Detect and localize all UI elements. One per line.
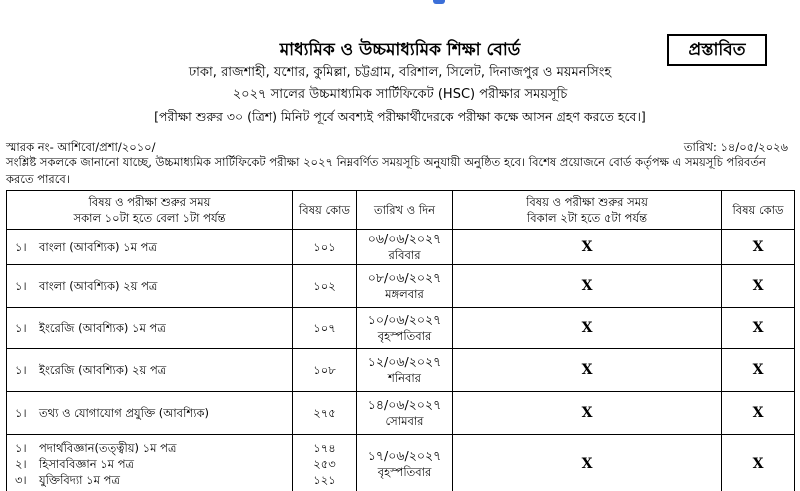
afternoon-subject-cell: X bbox=[453, 392, 722, 435]
subject-line bbox=[7, 472, 292, 488]
header-subject-morning-line2: সকাল ১০টা হতে বেলা ১টা পর্যন্ত bbox=[73, 211, 226, 225]
subject-code: ১০১ bbox=[313, 240, 336, 254]
scroll-indicator bbox=[433, 0, 445, 4]
code-cell bbox=[293, 435, 357, 491]
subject-number: ১। bbox=[15, 441, 27, 455]
subject-name: বাংলা (আবশ্যিক) ২য় পত্র bbox=[39, 279, 158, 293]
code-cell bbox=[293, 392, 357, 435]
subject-name: তথ্য ও যোগাযোগ প্রযুক্তি (আবশ্যিক) bbox=[39, 406, 210, 420]
header-subject-afternoon-line1: বিষয় ও পরীক্ষা শুরুর সময় bbox=[526, 195, 648, 209]
memo-reference: স্মারক নং- আশিবো/প্রশা/২০১০/ bbox=[6, 140, 156, 154]
subject-cell bbox=[7, 349, 293, 392]
header-code-afternoon: বিষয় কোড bbox=[722, 191, 795, 230]
code-cell bbox=[293, 308, 357, 349]
exam-date: ১৭/০৬/২০২৭ bbox=[367, 448, 442, 463]
memo-line bbox=[6, 139, 788, 155]
exam-day: মঙ্গলবার bbox=[385, 287, 424, 301]
table-row bbox=[7, 308, 795, 349]
afternoon-subject-cell: X bbox=[453, 435, 722, 491]
subject-name: ইংরেজি (আবশ্যিক) ২য় পত্র bbox=[39, 363, 167, 377]
header-subject-afternoon-line2: বিকাল ২টা হতে ৫টা পর্যন্ত bbox=[526, 211, 648, 225]
code-cell bbox=[293, 230, 357, 265]
subject-code: ১৭৪ bbox=[313, 441, 336, 455]
subject-line bbox=[7, 362, 292, 378]
header-date-day: তারিখ ও দিন bbox=[357, 191, 453, 230]
subject-number: ৩। bbox=[15, 473, 27, 487]
subject-line bbox=[7, 278, 292, 294]
header-subject-afternoon bbox=[453, 191, 722, 230]
subject-line bbox=[7, 456, 292, 472]
table-row bbox=[7, 230, 795, 265]
afternoon-code-cell: X bbox=[722, 435, 795, 491]
subject-code: ১০৭ bbox=[313, 321, 336, 335]
afternoon-subject-cell: X bbox=[453, 230, 722, 265]
subject-number: ১। bbox=[15, 321, 27, 335]
exam-date: ১০/০৬/২০২৭ bbox=[367, 312, 442, 327]
exam-day: রবিবার bbox=[388, 248, 421, 262]
code-cell bbox=[293, 265, 357, 308]
exam-day: সোমবার bbox=[385, 414, 424, 428]
subject-code: ২৭৫ bbox=[313, 406, 336, 420]
afternoon-code-cell: X bbox=[722, 392, 795, 435]
subject-code: ১২১ bbox=[313, 473, 336, 487]
table-header-row bbox=[7, 191, 795, 230]
subject-code: ১০২ bbox=[313, 279, 336, 293]
exam-day: শনিবার bbox=[387, 371, 422, 385]
afternoon-code-cell: X bbox=[722, 230, 795, 265]
subject-number: ১। bbox=[15, 240, 27, 254]
table-row bbox=[7, 392, 795, 435]
subject-name: যুক্তিবিদ্যা ১ম পত্র bbox=[39, 473, 120, 487]
subject-cell bbox=[7, 392, 293, 435]
proposed-stamp: প্রস্তাবিত bbox=[667, 34, 767, 66]
table-row bbox=[7, 265, 795, 308]
table-row bbox=[7, 435, 795, 491]
exam-day: বৃহস্পতিবার bbox=[377, 465, 432, 479]
code-cell bbox=[293, 349, 357, 392]
date-cell bbox=[357, 349, 453, 392]
subject-line bbox=[7, 405, 292, 421]
subject-code: ২৫৩ bbox=[313, 457, 336, 471]
afternoon-subject-cell: X bbox=[453, 349, 722, 392]
afternoon-code-cell: X bbox=[722, 265, 795, 308]
notice-text: সংশ্লিষ্ট সকলকে জানানো যাচ্ছে, উচ্চমাধ্যমিক সার্টিফিকেট পরীক্ষা ২০২৭ নিম্নবর্ণিত সময়সূচি অনুযায়ী অনুষ্ঠিত হবে। বিশেষ প্রয়োজনে বোর্ড কর্তৃপক্ষ এ সময়সূচি পরিবর্তন করতে পারবে। bbox=[6, 155, 766, 186]
schedule-title: ২০২৭ সালের উচ্চমাধ্যমিক সার্টিফিকেট (HSC) পরীক্ষার সময়সূচি bbox=[232, 87, 568, 102]
subject-number: ১। bbox=[15, 279, 27, 293]
table-row bbox=[7, 349, 795, 392]
date-cell bbox=[357, 392, 453, 435]
date-cell bbox=[357, 435, 453, 491]
exam-date: ০৬/০৬/২০২৭ bbox=[367, 231, 442, 246]
exam-date: ১২/০৬/২০২৭ bbox=[367, 354, 442, 369]
afternoon-subject-cell: X bbox=[453, 265, 722, 308]
exam-date: ১৪/০৬/২০২৭ bbox=[367, 397, 442, 412]
subject-cell bbox=[7, 265, 293, 308]
subject-name: হিসাববিজ্ঞান ১ম পত্র bbox=[39, 457, 134, 471]
subject-name: পদার্থবিজ্ঞান(তত্ত্বীয়) ১ম পত্র bbox=[39, 441, 177, 455]
subject-cell bbox=[7, 230, 293, 265]
subject-name: ইংরেজি (আবশ্যিক) ১ম পত্র bbox=[39, 321, 166, 335]
board-name: মাধ্যমিক ও উচ্চমাধ্যমিক শিক্ষা বোর্ড bbox=[279, 40, 521, 60]
header-code: বিষয় কোড bbox=[293, 191, 357, 230]
exam-day: বৃহস্পতিবার bbox=[377, 329, 432, 343]
subject-number: ২। bbox=[15, 457, 27, 471]
date-cell bbox=[357, 308, 453, 349]
subject-line bbox=[7, 320, 292, 336]
header-subject-morning bbox=[7, 191, 293, 230]
subject-cell bbox=[7, 435, 293, 491]
board-cities: ঢাকা, রাজশাহী, যশোর, কুমিল্লা, চট্টগ্রাম, বরিশাল, সিলেট, দিনাজপুর ও ময়মনসিংহ bbox=[188, 65, 612, 80]
subject-cell bbox=[7, 308, 293, 349]
subject-number: ১। bbox=[15, 363, 27, 377]
header-subject-morning-line1: বিষয় ও পরীক্ষা শুরুর সময় bbox=[88, 195, 211, 209]
top-strip bbox=[0, 0, 800, 6]
exam-instruction: [পরীক্ষা শুরুর ৩০ (ত্রিশ) মিনিট পূর্বে অবশ্যই পরীক্ষার্থীদেরকে পরীক্ষা কক্ষে আসন গ্রহণ করতে হবে।] bbox=[154, 109, 646, 124]
exam-date: ০৮/০৬/২০২৭ bbox=[367, 270, 442, 285]
date-cell bbox=[357, 265, 453, 308]
afternoon-code-cell: X bbox=[722, 349, 795, 392]
subject-code: ১০৮ bbox=[313, 363, 336, 377]
afternoon-code-cell: X bbox=[722, 308, 795, 349]
memo-date: তারিখ: ১৪/০৫/২০২৬ bbox=[683, 140, 788, 154]
subject-line bbox=[7, 239, 292, 255]
subject-number: ১। bbox=[15, 406, 27, 420]
afternoon-subject-cell: X bbox=[453, 308, 722, 349]
subject-line bbox=[7, 440, 292, 456]
date-cell bbox=[357, 230, 453, 265]
exam-schedule-table bbox=[6, 190, 795, 491]
subject-name: বাংলা (আবশ্যিক) ১ম পত্র bbox=[39, 240, 157, 254]
